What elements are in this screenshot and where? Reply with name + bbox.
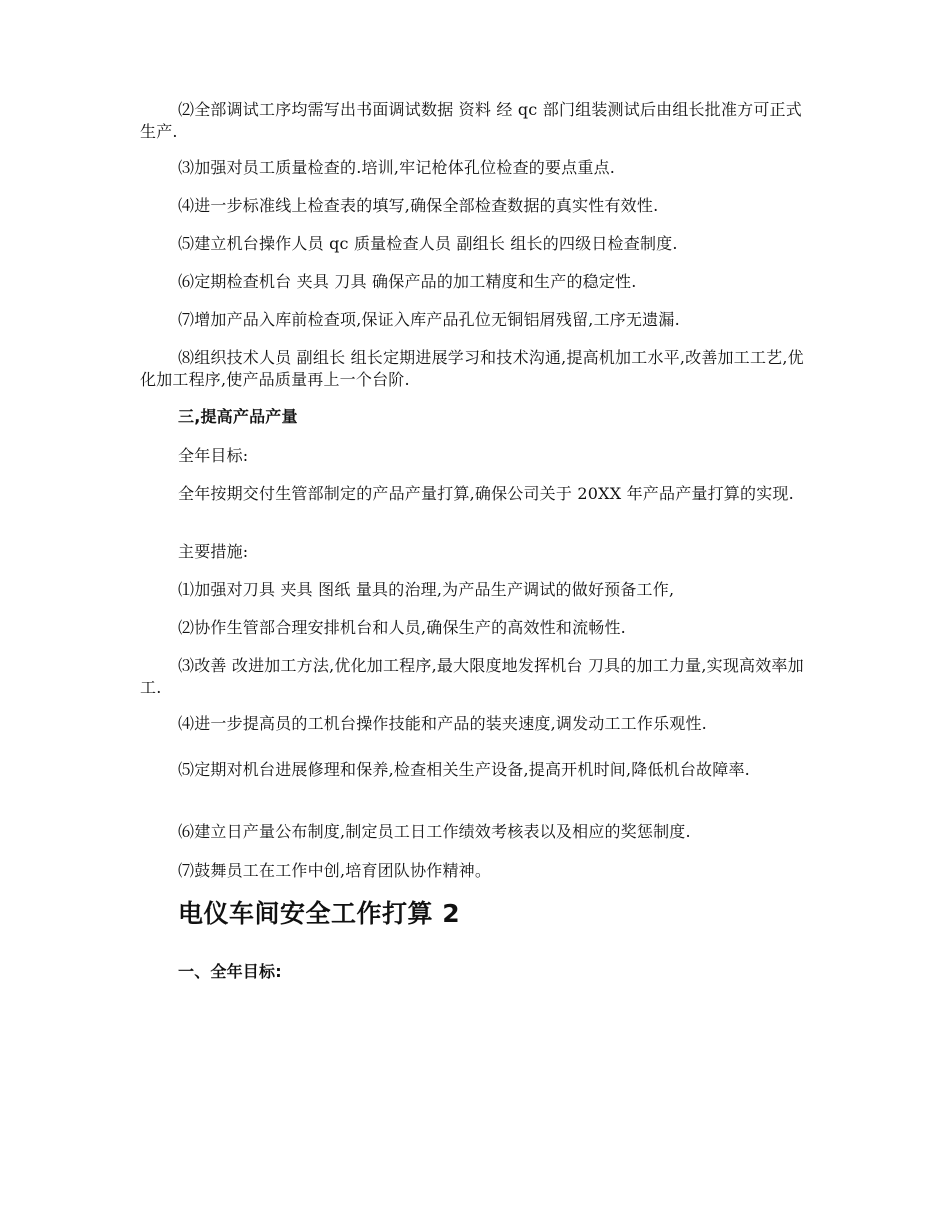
paragraph-item-4: ⑷进一步标准线上检查表的填写,确保全部检查数据的真实性有效性.	[178, 196, 659, 215]
paragraph-item-8: ⑻组织技术人员 副组长 组长定期进展学习和技术沟通,提高机加工水平,改善加工工艺,优化加工程序,使产品质量再上一个台阶.	[140, 348, 804, 389]
annual-goal-text: 全年按期交付生管部制定的产品产量打算,确保公司关于 20XX 年产品产量打算的实现.	[178, 484, 794, 503]
measure-item-6: ⑹建立日产量公布制度,制定员工日工作绩效考核表以及相应的奖惩制度.	[178, 822, 691, 841]
measure-item-2: ⑵协作生管部合理安排机台和人员,确保生产的高效性和流畅性.	[178, 618, 626, 637]
measure-item-4: ⑷进一步提高员的工机台操作技能和产品的装夹速度,调发动工工作乐观性.	[178, 714, 707, 733]
section-heading-increase-output: 三,提高产品产量	[178, 407, 298, 426]
measure-item-3: ⑶改善 改进加工方法,优化加工程序,最大限度地发挥机台 刀具的加工力量,实现高效率加工.	[140, 656, 804, 697]
measure-item-1: ⑴加强对刀具 夹具 图纸 量具的治理,为产品生产调试的做好预备工作,	[178, 580, 675, 599]
paragraph-item-7: ⑺增加产品入库前检查项,保证入库产品孔位无铜铝屑残留,工序无遗漏.	[178, 310, 680, 329]
paragraph-item-3: ⑶加强对员工质量检查的.培训,牢记枪体孔位检查的要点重点.	[178, 158, 616, 177]
main-measures-label: 主要措施:	[178, 542, 249, 561]
paragraph-item-6: ⑹定期检查机台 夹具 刀具 确保产品的加工精度和生产的稳定性.	[178, 272, 637, 291]
annual-goal-label: 全年目标:	[178, 446, 249, 465]
page-title: 电仪车间安全工作打算 2	[178, 899, 461, 928]
measure-item-5: ⑸定期对机台进展修理和保养,检查相关生产设备,提高开机时间,降低机台故障率.	[178, 760, 750, 779]
measure-item-7: ⑺鼓舞员工在工作中创,培育团队协作精神。	[178, 861, 492, 880]
paragraph-item-5: ⑸建立机台操作人员 qc 质量检查人员 副组长 组长的四级日检查制度.	[178, 234, 678, 253]
paragraph-item-2: ⑵全部调试工序均需写出书面调试数据 资料 经 qc 部门组装测试后由组长批准方可正式生产.	[140, 100, 802, 141]
subheading-annual-goal: 一、全年目标:	[178, 962, 282, 981]
